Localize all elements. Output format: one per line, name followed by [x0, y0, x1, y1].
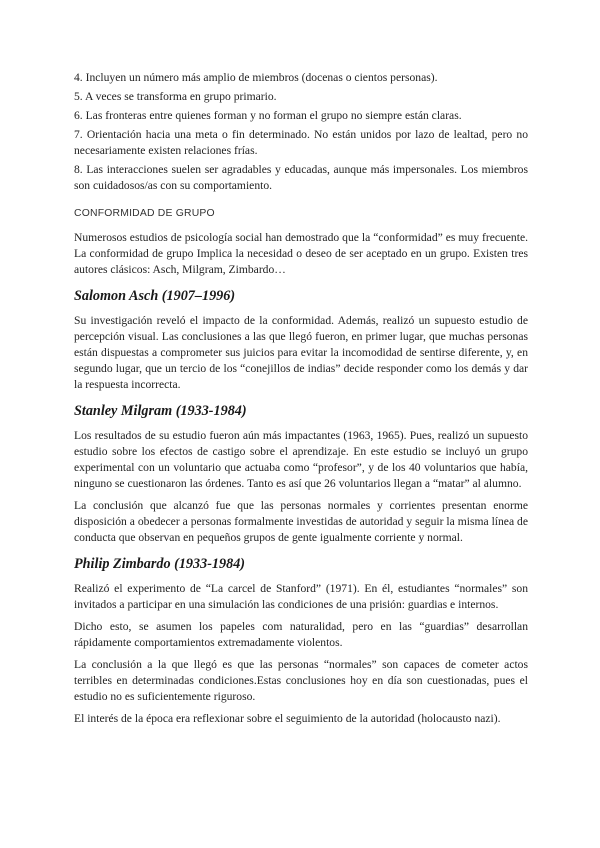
list-item: 4. Incluyen un número más amplio de miembros (docenas o cientos personas).: [74, 71, 438, 84]
zimbardo-paragraph-2: Dicho esto, se asumen los papeles com naturalidad, pero en las “guardias” desarrollan rápidamente comportamientos extremadamente violentos.: [74, 620, 528, 649]
milgram-paragraph-1: Los resultados de su estudio fueron aún más impactantes (1963, 1965). Pues, realizó un supuesto estudio sobre los efectos de castigo sobre el aprendizaje. En este estudio se incluyó un grupo experimental con un voluntario que actuaba como “profesor”, y de los 40 voluntarios que había, ninguno se cuestionaron las órdenes. Tanto es así que 26 voluntarios llegan a “matar” al alumno.: [74, 429, 528, 490]
section-title-conformidad: CONFORMIDAD DE GRUPO: [74, 208, 215, 219]
heading-asch: Salomon Asch (1907–1996): [74, 288, 236, 304]
list-item: 5. A veces se transforma en grupo primario.: [74, 90, 277, 103]
zimbardo-paragraph-3: La conclusión a la que llegó es que las personas “normales” son capaces de cometer actos terribles en determinadas condiciones.Estas conclusiones hoy en día son cuestionadas, pues el estudio no es suficientemente riguroso.: [74, 658, 528, 703]
document-page: [74, 70, 528, 733]
milgram-paragraph-2: La conclusión que alcanzó fue que las personas normales y corrientes presentan enorme disposición a obedecer a personas formalmente investidas de autoridad y seguir la misma línea de conducta que observan en pequeños grupos de gente igualmente corriente y normal.: [74, 499, 528, 544]
conformidad-intro: Numerosos estudios de psicología social han demostrado que la “conformidad” es muy frecuente. La conformidad de grupo Implica la necesidad o deseo de ser aceptado en un grupo. Existen tres autores clásicos: Asch, Milgram, Zimbardo…: [74, 231, 528, 276]
list-item: 8. Las interacciones suelen ser agradables y educadas, aunque más impersonales. Los miembros son cuidadosos/as con su comportamiento.: [74, 163, 528, 192]
heading-milgram: Stanley Milgram (1933-1984): [74, 403, 247, 419]
asch-paragraph: Su investigación reveló el impacto de la conformidad. Además, realizó un supuesto estudio de percepción visual. Las conclusiones a las que llegó fueron, en primer lugar, que muchas personas están dispuestas a comprometer sus juicios para evitar la incomodidad de sentirse diferente, y, en segundo lugar, que un tercio de los “conejillos de indias” decide responder como los demás y dar la respuesta incorrecta.: [74, 314, 528, 391]
characteristics-list: [74, 70, 528, 194]
heading-zimbardo: Philip Zimbardo (1933-1984): [74, 556, 246, 572]
zimbardo-paragraph-4: El interés de la época era reflexionar sobre el seguimiento de la autoridad (holocausto nazi).: [74, 712, 501, 725]
list-item: 6. Las fronteras entre quienes forman y no forman el grupo no siempre están claras.: [74, 109, 462, 122]
zimbardo-paragraph-1: Realizó el experimento de “La carcel de Stanford” (1971). En él, estudiantes “normales” son invitados a participar en una simulación las condiciones de una prisión: guardias e internos.: [74, 582, 528, 611]
list-item: 7. Orientación hacia una meta o fin determinado. No están unidos por lazo de lealtad, pero no necesariamente existen relaciones frías.: [74, 128, 528, 157]
